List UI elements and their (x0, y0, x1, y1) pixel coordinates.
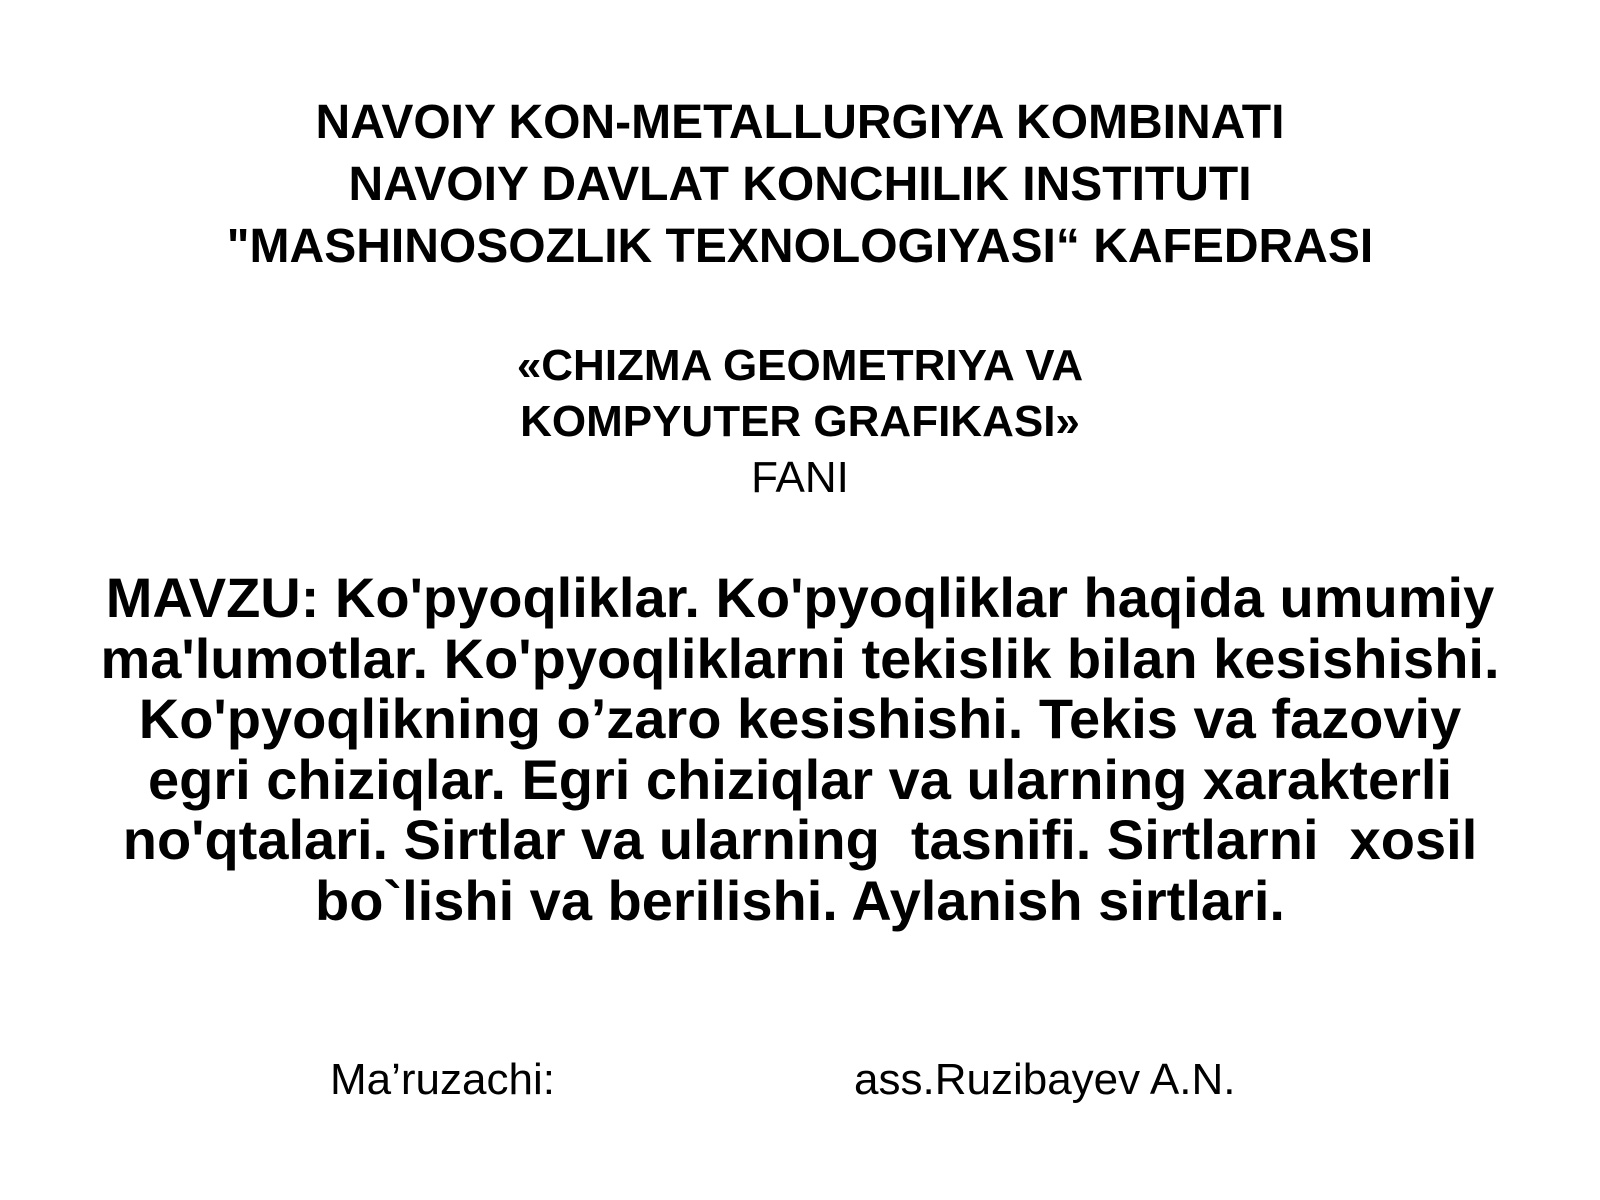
lecturer-name: ass.Ruzibayev A.N. (854, 1055, 1236, 1104)
header-line-department: "MASHINOSOZLIK TEXNOLOGIYASI“ KAFEDRASI (226, 220, 1374, 273)
subject-title (0, 338, 1600, 506)
subject-line-1: «CHIZMA GEOMETRIYA VA (516, 341, 1084, 390)
subject-line-2: KOMPYUTER GRAFIKASI» (520, 397, 1080, 446)
topic-text: MAVZU: Ko'pyoqliklar. Ko'pyoqliklar haqida umumiy ma'lumotlar. Ko'pyoqliklarni tekislik bilan kesishishi. Ko'pyoqlikning o’zaro kesishishi. Tekis va fazoviy egri chiziqlar. Egri chiziqlar va ularning xarakterli no'qtalari. Sirtlar va ularning tasnifi. Sirtlarni xosil bo`lishi va berilishi. Aylanish sirtlari. (100, 566, 1516, 932)
subject-line-3: FANI (751, 453, 849, 502)
lecturer-label: Ma’ruzachi: (330, 1055, 555, 1104)
header-line-institute: NAVOIY DAVLAT KONCHILIK INSTITUTI (348, 158, 1252, 211)
header-line-company: NAVOIY KON-METALLURGIYA KOMBINATI (315, 96, 1285, 149)
institution-header (0, 92, 1600, 278)
